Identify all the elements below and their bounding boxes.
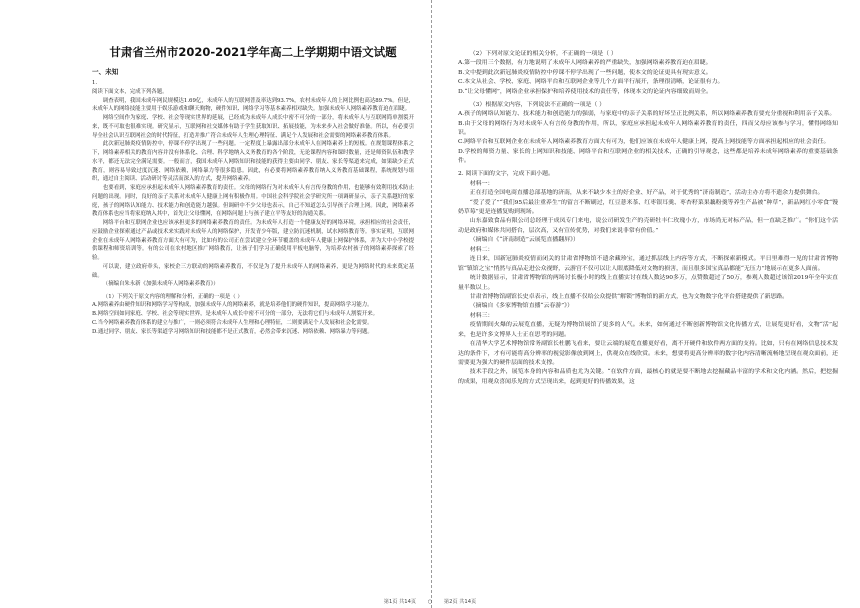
paragraph: 网络空间作为家庭、学校、社会等现实世界的延展，已经成为未成年人成长中密不可分的一部分，将未成年人与互联网简单割裂开来，既不可取也很难实现。研究显示，互联网和社交媒体有助于学生获取知识、拓展技能，为未来步入社会做好准备。所以，有必要引导全社会认识互联网社会的时代特征，打造并推广符合未成年人生理心理特征、满足个人发展和社会需要的网络素养教育体系。 bbox=[92, 115, 414, 139]
paragraph: C.当今网络素养教育体系的建立与推广，一则必须符合未成年人生理和心理特征，二则要满足个人发展和社会化需要。 bbox=[92, 319, 373, 326]
paragraph: A.孩子的网络认知能力、技术能力和创造能力的强弱，与家庭中的亲子关系的好坏呈正比例关系，所以网络素养教育要充分重视和利用亲子关系。 bbox=[458, 111, 836, 118]
left-column-body bbox=[92, 88, 414, 337]
page-right bbox=[436, 0, 860, 608]
paragraph: 在清华大学艺术博物馆常务副馆长杜鹏飞看来，要让云端的展览直播更好看，离不开硬件和软件两方面的支持。比如，只有在网络信息技术发达的条件下，才有可能将高分辨率的视觉影像放到网上，供观众在线欣赏。未来，想要将更高分辨率的数字化内容清晰流畅地呈现在观众面前，还需要更为强大的硬件层面的技术支撑。 bbox=[458, 341, 838, 366]
paragraph: 可以说，建立政府牵头，家校企三方联动的网络素养教育，不仅是为了提升未成年人的网络素养，更是为网络时代的未来奠定基础。 bbox=[92, 263, 414, 279]
paragraph: 技术手段之外，展览本身的内容和品质也尤为关键。“在软件方面，最核心的就是要不断地去挖掘藏品丰富的学术和文化内涵。然后，把挖掘的成果，用观众喜闻乐见的方式呈现出来，起到更好的传播效果，这 bbox=[458, 369, 838, 385]
paragraph: （摘编自朱永新《加强未成年人网络素养教育》） bbox=[102, 281, 219, 288]
paragraph: B.网络空间如同家庭、学校、社会等现实世界，是未成年人成长中密不可分的一部分，无法将它们与未成年人割裂开来。 bbox=[92, 311, 378, 317]
paragraph: （3）根据原文内容，下列说法不正确的一项是（ ） bbox=[469, 101, 606, 108]
paragraph: 调查表明，我国未成年网民规模达1.69亿，未成年人的互联网普及率达到93.7%，农村未成年人的上网比例也高达89.7%。但是，未成年人的网络技能主要用于娱乐游戏和聊天购物，硬件知识、网络学习等基本素养相对缺失。加强未成年人网络素养教育迫在眉睫。 bbox=[92, 97, 414, 113]
paragraph: C.网络平台和互联网企业在未成年人网络素养教育方面大有可为，他们应该在未成年人健康上网，提高上网技能等方面承担起相应的社会责任。 bbox=[458, 139, 830, 146]
paragraph: 统计数据显示，甘肃省博物馆的两场讨长极小时的线上直播实讨在线人数达90多万，点赞数超过了50万，参观人数超过该馆2019年全年实直量半数以上。 bbox=[458, 275, 838, 291]
document-title: 甘肃省兰州市2020-2021学年高二上学期期中语文试题 bbox=[109, 45, 397, 59]
paragraph: 此次新冠肺炎疫情防控中，停课不停学出现了一些问题。一定程度上暴露出部分未成年人在网络素养上的短板。在规划课程体系之下，网络素养相关的教育内容并没有体系化、合理、科学地纳入义务教育的各个阶段，无论课程内容和课时数量，还是师资队伍和教学水平，都还无法完全满足需要。一般而言，我国未成年人网络知识和技能的获得主要由同学、朋友、家长等渠道来完成，如果缺少正式教育，则容易导致过度沉迷、网络依赖，网络暴力等很多隐患。因此，有必要将网络素养教育纳入义务教育基础课程，系统规划与组织，通过自主阅读、活动研讨等灵活而深入的方式，提升网络素养。 bbox=[92, 141, 414, 183]
paragraph: 甘肃省博物馆副馆长史卓表示，线上直播不仅给公众提供“解锁”博物馆的新方式，也为文物数字化平台搭建提供了新思路。 bbox=[469, 293, 789, 300]
paragraph: B.文中提到此次新冠肺炎疫情防控中停课不停学出现了一些问题，使本文的论证更具有现实意义。 bbox=[458, 69, 712, 76]
question-number: 1. bbox=[92, 80, 98, 86]
paragraph: 材料一： bbox=[469, 180, 494, 187]
paragraph: 阅读下面文本，完成下列各题。 bbox=[92, 88, 168, 95]
paragraph: 网络平台和互联网企业也应该承担更多的网络素养教育的责任。为未成年人打造一个健康友好的网络环境，承担相应的社会责任，应鼓励企业探索通过产品或技术来实践对未成年人的网络保护，开发青少年版，建立防沉迷机制，试水网络教育等。事实证明，互联网企业在未成年人网络素养教育方面大有可为，比如有的公司正在尝试建立全环节覆盖的未成年人健康上网保护体系，并为大中小学校提供课程和师资培训等。有的公司在农村地区推广网络教育，让孩子们学习正确使用平板电脑等，为培养农村孩子的网络素养探索了经验。 bbox=[92, 220, 414, 261]
paragraph: 2. 阅读下面的文字，完成下面小题。 bbox=[458, 171, 554, 178]
footer-page-right: 第2页 共14页 bbox=[443, 599, 477, 605]
paragraph: 正在打造全国电商直播总部基地的济南，从来不缺少本土的好企业、好产品，对于优秀的“济南制造”，活动主办方将不遗余力提供舞台。 bbox=[469, 190, 824, 197]
paragraph: “爱了爱了”“我们95后最注重养生”的留言不断刷过，红豆薏米茶、红枣银耳羹、枣杏籽菜果藕粉羹等养生产品被“种草”，新品网红小零食“馒奶草莓”更是连播复购到现场。 bbox=[458, 199, 838, 215]
page-footer bbox=[0, 598, 860, 605]
paragraph: 材料三： bbox=[469, 312, 494, 319]
paragraph: 材料二： bbox=[469, 246, 494, 253]
paragraph: （1）下列关于原文内容的理解和分析，正确的一项是（ ） bbox=[102, 293, 243, 300]
section-heading: 一、未知 bbox=[92, 68, 119, 76]
page-divider bbox=[431, 0, 432, 608]
paragraph: （摘编自《“济南制造”云展览直播翻屏》） bbox=[469, 237, 579, 244]
footer-separator: ○ bbox=[427, 599, 433, 605]
paragraph: C.本文从社会、学校、家庭、网络平台和互联网企业等几个方面平行展开，条理很清晰，论证很有力。 bbox=[458, 79, 724, 86]
paragraph: D.学校的师资力量、家长的上网知识和技能、网络平台和互联网企业的相关技术，正确的引导观念，这些都是培养未成年网络素养的重要基础条件。 bbox=[458, 148, 838, 165]
paragraph: D.“让父母懂网”，网络企业承担保护和培养使用技术的责任等，体现本文的论证内容细致而周全。 bbox=[458, 88, 712, 95]
paragraph: B.由于父母的网络行为对未成年人有言传身教的作用，所以，家庭应承担起未成年人网络素养教育的责任，四而父母应该参与学习，懂得网络知识。 bbox=[458, 120, 838, 136]
paragraph: 疫情期间火爆的云展览直播，无疑为博物馆展馆了更多的人气。未来，如何通过不断创新博物馆文化传播方式，让展览更好看，文物“活”起来，也是许多文博界人士正在思考的问题。 bbox=[458, 322, 838, 338]
paragraph: A.网络素养由硬件知识和网络学习等构成，加强未成年人的网络素养，就是培养他们的硬件知识，提高网络学习能力。 bbox=[92, 302, 373, 309]
paragraph: （2）下列对原文论证的相关分析，不正确的一项是（ ） bbox=[469, 51, 617, 57]
paragraph: 山东嘉致食品有限公司总经理于成凤专门来电，说公司研发生产的壳研牡丰仁玫瑰小方，市场尚无对标产品，但一直缺乏推广。“你们这个活动是政府和媒体共同搭台，层次高，又有宣传优势，对我们来说非常有价值。” bbox=[458, 218, 838, 234]
footer-page-left: 第1页 共14页 bbox=[383, 599, 417, 605]
paragraph: D.通过同学、朋友、家长等渠道学习网络知识和技能都不是正式教育，必然会带来沉迷、网络依赖、网络暴力等问题。 bbox=[92, 328, 373, 335]
paragraph: （摘编自《多家博物馆直播“云春游”》） bbox=[469, 303, 574, 310]
paragraph: A.第一段用三个数据，有力地说明了未成年人网络素养的严重缺失，加强网络素养教育迫在眉睫。 bbox=[458, 60, 712, 67]
paragraph: 也要看到，家庭应承担起未成年人网络素养教育的责任。父母的网络行为对未成年人有言传身教的作用，也能够有效利用技术防止问题的出现。同时，良好的亲子关系对未成年人健康上网有积极作用。中国社会科学院社会学研究所一项调研显示，亲子关系越好的家庭，孩子的网络认知能力、技术能力和创造能力越强。但调研中不少父母也表示，自己不知道怎么引导孩子合理上网。因此，网络素养教育体系也应当将家庭纳入其中，首先让父母懂网，在网络问题上与孩子建立平等友好的沟通关系。 bbox=[92, 185, 414, 218]
paragraph: 连日来，国新冠肺炎疫情而闭关的甘肃省博物馆不遗余藏珍宝，通过抓层线上内容等方式，不断探索新模式。平日里难得一见的甘肃省博物馆“镇馆之宝”悄然与真品走进公众视野，云游宫不仅可以让人眼底降低对文物的损害，而且很多国宝真品都能“无压力”地展示在更多人面前。 bbox=[458, 256, 838, 272]
right-column-body bbox=[458, 50, 838, 387]
